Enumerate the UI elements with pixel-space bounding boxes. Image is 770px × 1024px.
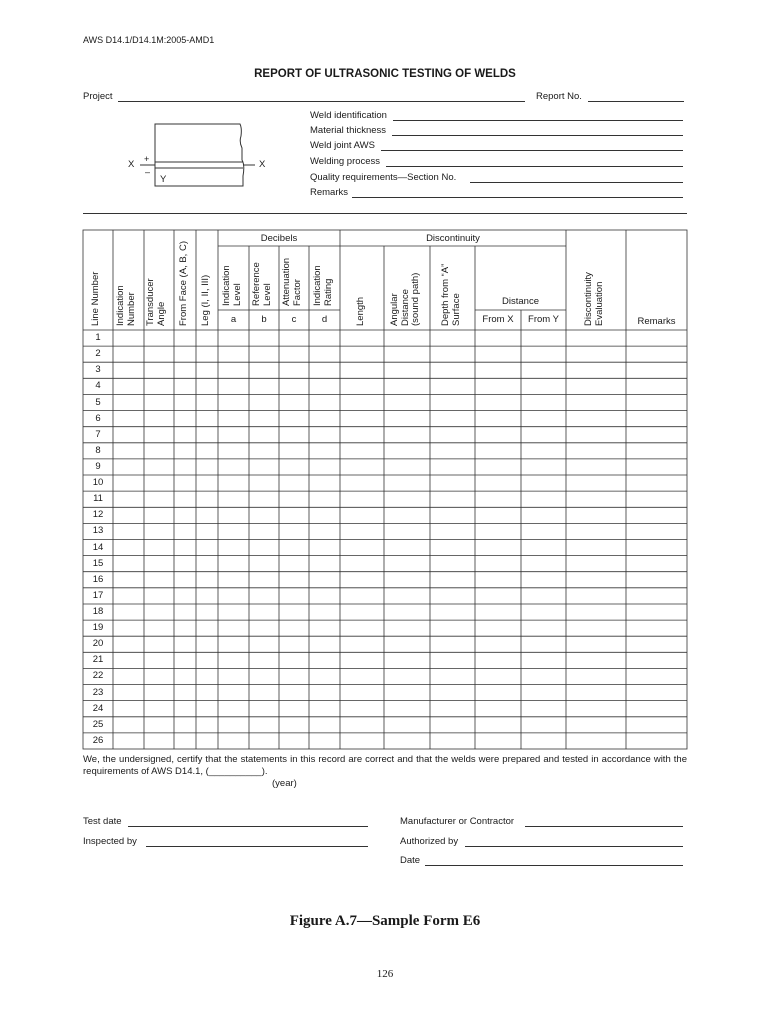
col-remarks: Remarks xyxy=(637,316,676,327)
col-leg: Leg (I, II, III) xyxy=(200,274,211,326)
certification-statement: We, the undersigned, certify that the statements in this record are correct and that the welds were prepared and tested in accordance with the requirements of AWS D14.1, ( xyxy=(83,754,687,777)
table-row-number: 10 xyxy=(92,477,104,488)
weld-identification-label: Weld identification xyxy=(310,110,387,121)
certification-text xyxy=(83,754,687,778)
authorized-by-field[interactable] xyxy=(465,846,683,847)
table-row-number: 17 xyxy=(92,589,104,601)
table-row-number: 19 xyxy=(92,622,104,634)
table-row-number: 3 xyxy=(95,364,101,376)
table-row-number: 15 xyxy=(92,557,104,569)
col-depth-from-a: Depth from “A” Surface xyxy=(440,263,462,326)
document-code: AWS D14.1/D14.1M:2005-AMD1 xyxy=(83,35,215,45)
table-row-number: 6 xyxy=(95,412,101,424)
col-a: a xyxy=(230,314,237,325)
col-length: Length xyxy=(355,296,366,326)
remarks-top-label: Remarks xyxy=(310,187,349,198)
year-blank[interactable]: __________ xyxy=(208,766,262,777)
col-reference-level: Reference Level xyxy=(251,262,273,306)
table-row-number: 16 xyxy=(92,573,104,585)
col-attenuation-factor: Attenuation Factor xyxy=(281,257,303,306)
welding-process-label: Welding process xyxy=(310,156,381,167)
sketch-y: Y xyxy=(160,174,167,185)
col-c: c xyxy=(291,314,297,325)
inspected-by-field[interactable] xyxy=(146,846,368,847)
table-row-number: 23 xyxy=(92,686,104,698)
table-row-number: 25 xyxy=(92,718,104,730)
form-title: REPORT OF ULTRASONIC TESTING OF WELDS xyxy=(254,68,516,80)
table-row-number: 22 xyxy=(92,670,104,682)
report-no-field[interactable] xyxy=(588,101,684,102)
col-indication-level: Indication Level xyxy=(221,265,243,306)
sketch-plus: + xyxy=(144,154,150,164)
sketch-x-right: X xyxy=(259,159,266,170)
col-transducer-angle: Transducer Angle xyxy=(145,278,167,326)
weld-joint-label: Weld joint AWS xyxy=(310,140,375,151)
col-indication-number: Indication Number xyxy=(115,285,137,326)
year-label: (year) xyxy=(272,778,297,789)
col-b: b xyxy=(261,314,267,325)
table-row-number: 2 xyxy=(95,348,101,360)
quality-requirements-field[interactable] xyxy=(470,182,683,183)
inspected-by-label: Inspected by xyxy=(83,836,137,847)
col-indication-rating: Indication Rating xyxy=(312,265,334,306)
material-thickness-label: Material thickness xyxy=(310,125,387,136)
table-row-number: 12 xyxy=(92,509,104,521)
table-row-number: 11 xyxy=(93,493,103,505)
figure-caption: Figure A.7—Sample Form E6 xyxy=(289,913,481,929)
col-from-face: From Face (A, B, C) xyxy=(178,241,189,326)
col-discontinuity-evaluation: Discontinuity Evaluation xyxy=(583,272,605,326)
table-row-number: 8 xyxy=(95,444,101,456)
table-row-number: 14 xyxy=(92,541,104,553)
table-row-number: 9 xyxy=(95,460,101,472)
table-row-number: 5 xyxy=(95,396,101,408)
table-row-number: 13 xyxy=(92,525,104,537)
date-field[interactable] xyxy=(425,865,683,866)
date-label: Date xyxy=(400,855,421,866)
col-from-y: From Y xyxy=(528,314,559,325)
weld-joint-field[interactable] xyxy=(381,150,683,151)
page-number: 126 xyxy=(376,968,394,980)
sketch-x-left: X xyxy=(128,159,135,170)
test-date-field[interactable] xyxy=(128,826,368,827)
col-line-number: Line Number xyxy=(90,271,101,326)
discontinuity-header: Discontinuity xyxy=(426,233,480,244)
table-row-number: 24 xyxy=(92,702,104,714)
col-angular-distance: Angular Distance (sound path) xyxy=(389,272,421,326)
project-field[interactable] xyxy=(118,101,525,102)
manufacturer-field[interactable] xyxy=(525,826,683,827)
distance-header: Distance xyxy=(502,296,539,307)
test-date-label: Test date xyxy=(83,816,122,827)
material-thickness-field[interactable] xyxy=(392,135,683,136)
table-row-number: 18 xyxy=(92,606,104,617)
weld-identification-field[interactable] xyxy=(393,120,683,121)
decibels-header: Decibels xyxy=(260,233,298,244)
table-row-number: 21 xyxy=(92,654,104,666)
report-no-label: Report No. xyxy=(536,91,582,102)
weld-sketch xyxy=(110,118,280,208)
certification-end: ). xyxy=(261,766,268,777)
col-from-x: From X xyxy=(482,314,514,325)
col-d: d xyxy=(321,314,328,325)
welding-process-field[interactable] xyxy=(386,166,683,167)
manufacturer-label: Manufacturer or Contractor xyxy=(400,816,515,827)
remarks-top-field[interactable] xyxy=(352,197,683,198)
sketch-minus: – xyxy=(145,167,151,177)
quality-requirements-label: Quality requirements—Section No. xyxy=(310,172,457,183)
table-row-number: 26 xyxy=(92,734,104,746)
authorized-by-label: Authorized by xyxy=(400,836,459,847)
table-row-number: 7 xyxy=(95,428,101,440)
section-divider xyxy=(83,213,687,214)
project-label: Project xyxy=(83,91,113,102)
table-row-number: 20 xyxy=(92,638,104,650)
table-row-number: 4 xyxy=(95,380,101,392)
table-row-number: 1 xyxy=(95,332,101,343)
